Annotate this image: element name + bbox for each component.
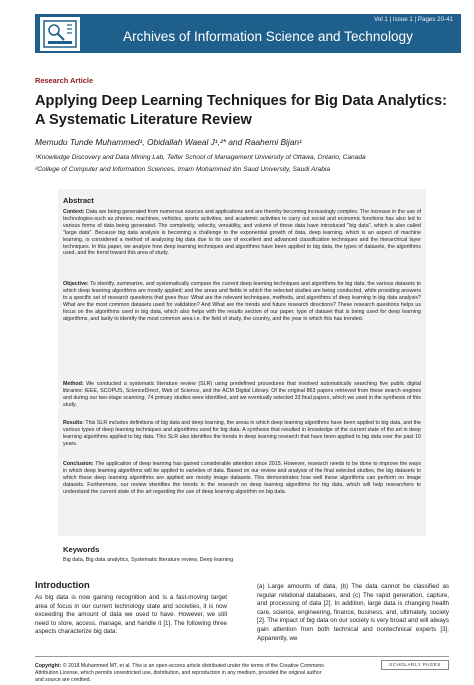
conclusion-label: Conclusion: — [63, 461, 94, 467]
abstract-results — [63, 420, 421, 448]
journal-logo-icon — [40, 17, 80, 51]
journal-banner — [35, 14, 461, 53]
objective-text: To identify, summarize, and systematically compare the current deep learning techniques and algorithms for big data; the various datasets to which deep learning algorithms are mostly applied; and the areas and fields in which the selected studies are being conducted, while providing answers to a specific set of research questions that goes thus: What are the relevant techniques, methods, and algorithms of deep learning in big data analysis? What are the most common datasets used for validation? And What are the trends and future research directions? These research questions helps us focus on the algorithms used in big data, which also helps with the results section of our paper, type of dataset that is being used for deep learning algorithms, and lastly to identify the most common area i.e. the field of study, the country, and the year in which this has trended. — [63, 281, 421, 322]
method-text: We conducted a systematic literature review (SLR) using predefined procedures that involved automatically searching five public digital libraries: IEEE, SCOPUS, ScienceDirect, Web of Science, and the ACM Digital Library. Of the original 863 papers retrieved from these search engines and during our two-stage scanning, 74 primary studies were identified, and we eventually selected 33 final papers, which we used in the synthesis of this study. — [63, 381, 421, 408]
keywords-text: Big data, Big data analytics, Systematic literature review, Deep learning — [63, 557, 234, 563]
publisher-logo: SCHOLARLY PAGES — [381, 660, 449, 670]
volume-issue-pages: Vol 1 | Issue 1 | Pages 20-41 — [374, 16, 453, 23]
abstract-objective — [63, 281, 421, 322]
objective-label: Objective: — [63, 281, 89, 287]
results-text: This SLR includes definitions of big data and deep learning, the areas in which deep learning algorithms have been applied to big data, and the various types of deep learning techniques and algorithms used for big data. A synthesis that resulted in knowledge of the current state of the art in deep learning algorithms applied to big data. This SLR also identifies the trends in deep learning research that have been applied to big data over the past 10 years. — [63, 420, 421, 447]
abstract-conclusion — [63, 461, 421, 496]
journal-title: Archives of Information Science and Technology — [123, 29, 413, 44]
article-type-label: Research Article — [35, 76, 94, 85]
copyright-text: © 2018 Muhammed MT, et al. This is an open-access article distributed under the terms of the Creative Commons Attribution License, which permits unrestricted use, distribution, and reproduction in any medium, provided the original author and source are credited. — [35, 663, 324, 684]
method-label: Method: — [63, 381, 84, 387]
introduction-heading: Introduction — [35, 579, 90, 590]
copyright-label: Copyright: — [35, 663, 62, 669]
keywords-heading: Keywords — [63, 545, 100, 554]
introduction-left-column: As big data is now gaining recognition and is a fast-moving target area of focus in our current technology state and societies, it is now exceeding the amount of data we used to have. However, we still need to store, access, manage, and handle it [1]. The following three aspects characterize big data: — [35, 594, 227, 636]
abstract-method — [63, 381, 421, 409]
footer-divider — [35, 656, 449, 657]
abstract-context — [63, 209, 421, 257]
affiliation-1: ¹Knowledge Discovery and Data Mining Lab, Telfer School of Management University of Ottawa, Ontario, Canada — [35, 154, 366, 161]
author-list: Memudu Tunde Muhammed¹, Obidallah Waeal J¹,²* and Raahemi Bijan¹ — [35, 137, 302, 147]
affiliation-2: ²College of Computer and Information Sciences, Imam Mohammed ibn Saud University, Saudi Arabia — [35, 166, 331, 173]
copyright-notice — [35, 663, 325, 685]
abstract-heading: Abstract — [63, 196, 94, 205]
introduction-right-column: (a) Large amounts of data, (b) The data cannot be classified as regular relational databases, and (c) The rapid generation, capture, and processing of data [2]. In addition, large data is changing health care, science, engineering, finance, business, and, ultimately, society [2]. The impact of big data on our society is very broad and will always gain attention from both technical and nontechnical experts [3]. Apparently, we — [257, 583, 449, 642]
article-title: Applying Deep Learning Techniques for Big Data Analytics: A Systematic Literature Review — [35, 93, 447, 128]
context-label: Context: — [63, 209, 85, 215]
conclusion-text: The application of deep learning has gained considerable attention since 2015. However, research needs to be done to improve the ways in which deep learning algorithms will be applied to varieties of data. Based on our review and analysis of the final selected studies, the big datasets to which these deep learning algorithms are applied are mostly image datasets. This demonstrates how well these algorithms can perform on image datasets. Furthermore, our review identifies the trends in the research on deep learning algorithms for big data, which will help researchers to understand the current state of the art regarding the use of deep learning algorithm on big data. — [63, 461, 421, 495]
results-label: Results: — [63, 420, 84, 426]
context-text: Data are being generated from numerous sources and applications and are thereby becoming increasingly complex. The increase in the use of technologies-such as phones, machines, vehicles, sports activities, and academic activities to carry out social and economic functions has also led to various forms of data being generated. The complexity, velocity, versatility, and volume of these data have introduced "big data", which is also called "large data". Because big data analysis is becoming a challenge to the exponential growth of data, deep learning, which is an aspect of machine learning, is considered a method of analyzing big data due to its use of excellent and advanced classification techniques and the hierarchical layer techniques. In this paper, we analyze how deep learning techniques and algorithms have been applied to big data, the types of datasets, the algorithms used, and the trend toward this area of study. — [63, 209, 421, 257]
